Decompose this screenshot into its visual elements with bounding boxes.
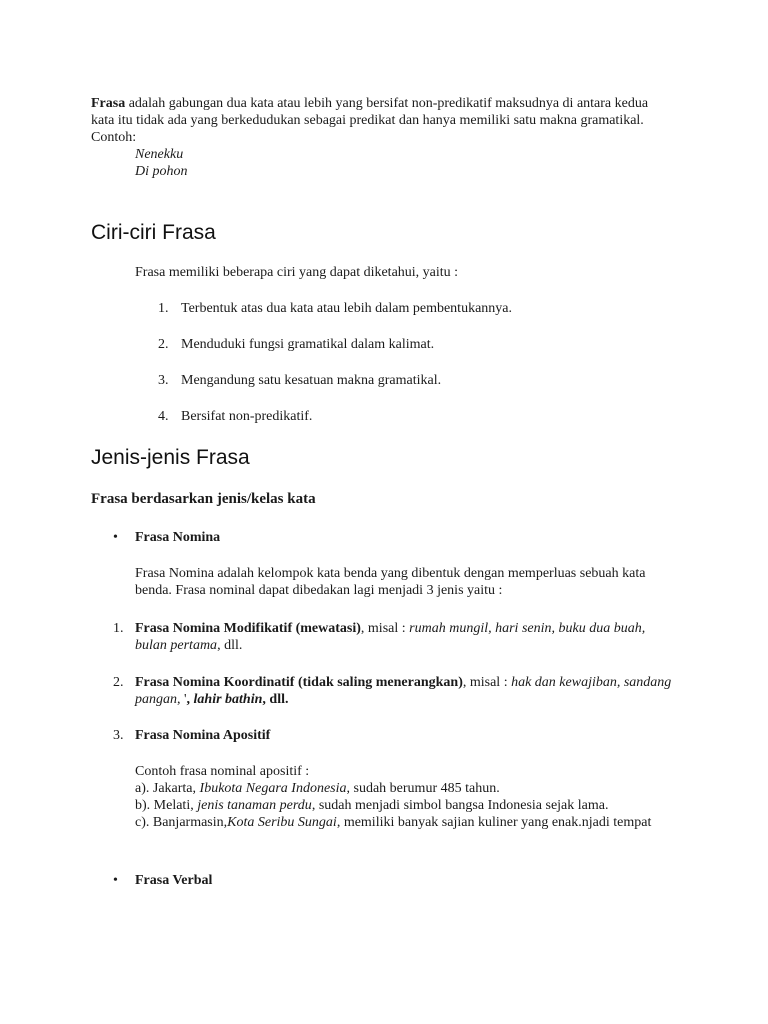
nomina-item-1-title: Frasa Nomina Modifikatif (mewatasi): [135, 621, 361, 636]
apositif-a-phrase: Ibukota Negara Indonesia: [199, 781, 347, 796]
nomina-item-2-title: Frasa Nomina Koordinatif (tidak saling menerangkan): [135, 675, 463, 690]
nomina-item-1-sep: , misal :: [360, 621, 410, 636]
nomina-item-2-end: , dll.: [262, 692, 289, 707]
ciri-item-text: Menduduki fungsi gramatikal dalam kalimat.: [181, 337, 435, 352]
apositif-b-suffix: , sudah menjadi simbol bangsa Indonesia sejak lama.: [311, 798, 609, 813]
nomina-item-2: [135, 674, 675, 708]
nomina-item-3-number: 3.: [113, 728, 124, 743]
heading-ciri: Ciri-ciri Frasa: [91, 221, 216, 244]
subheading-kelas-kata: Frasa berdasarkan jenis/kelas kata: [91, 491, 316, 507]
apositif-lead: Contoh frasa nominal apositif :: [135, 764, 310, 779]
verbal-title: Frasa Verbal: [135, 873, 213, 888]
apositif-c-suffix: , memiliki banyak sajian kuliner yang enak.njadi tempat: [336, 815, 652, 830]
example-label: Contoh:: [91, 130, 137, 145]
example-2: Di pohon: [135, 164, 188, 179]
intro-term: Frasa: [91, 96, 126, 111]
apositif-example-b: [135, 797, 675, 814]
apositif-example-a: [135, 780, 675, 797]
nomina-item-2-comma: ,: [186, 692, 194, 707]
apositif-c-prefix: c). Banjarmasin,: [135, 815, 228, 830]
nomina-item-3-title: Frasa Nomina Apositif: [135, 728, 271, 743]
apositif-a-suffix: , sudah berumur 485 tahun.: [346, 781, 500, 796]
nomina-item-1-examples: rumah mungil, hari senin, buku dua buah, bulan pertama: [135, 621, 646, 653]
bullet-verbal: •: [113, 873, 118, 888]
apositif-b-phrase: jenis tanaman perdu: [197, 798, 312, 813]
apositif-examples: [135, 763, 675, 831]
apositif-c-phrase: Kota Seribu Sungai: [227, 815, 337, 830]
intro-paragraph: [91, 95, 671, 129]
ciri-item-number: 3.: [158, 373, 169, 388]
nomina-description: Frasa Nomina adalah kelompok kata benda yang dibentuk dengan memperluas sebuah kata benda. Frasa nominal dapat dibedakan lagi menjadi 3 jenis yaitu :: [135, 566, 646, 598]
nomina-title: Frasa Nomina: [135, 530, 221, 545]
nomina-item-2-sep: , misal :: [462, 675, 512, 690]
apositif-a-prefix: a). Jakarta,: [135, 781, 200, 796]
intro-definition: adalah gabungan dua kata atau lebih yang bersifat non-predikatif maksudnya di antara kedua kata itu tidak ada yang berkedudukan sebagai predikat dan hanya memiliki satu makna gramatikal.: [91, 96, 649, 128]
heading-jenis: Jenis-jenis Frasa: [91, 446, 250, 469]
example-1: Nenekku: [135, 147, 184, 162]
nomina-item-2-bold-example: lahir bathin: [193, 692, 263, 707]
nomina-item-1-number: 1.: [113, 621, 124, 636]
nomina-item-2-sep2: , ': [177, 692, 187, 707]
ciri-lead: Frasa memiliki beberapa ciri yang dapat diketahui, yaitu :: [135, 265, 459, 280]
ciri-item-number: 1.: [158, 301, 169, 316]
nomina-item-2-examples: hak dan kewajiban, sandang pangan: [135, 675, 672, 707]
ciri-item-number: 2.: [158, 337, 169, 352]
nomina-item-1: [135, 620, 675, 654]
ciri-item-text: Terbentuk atas dua kata atau lebih dalam pembentukannya.: [181, 301, 513, 316]
bullet-nomina: •: [113, 530, 118, 545]
apositif-example-c: [135, 814, 675, 831]
nomina-item-2-number: 2.: [113, 675, 124, 690]
ciri-item-text: Mengandung satu kesatuan makna gramatikal.: [181, 373, 442, 388]
ciri-item-text: Bersifat non-predikatif.: [181, 409, 313, 424]
apositif-b-prefix: b). Melati,: [135, 798, 198, 813]
intro-section: [91, 95, 671, 180]
ciri-item-number: 4.: [158, 409, 169, 424]
nomina-item-1-end: , dll.: [217, 638, 243, 653]
